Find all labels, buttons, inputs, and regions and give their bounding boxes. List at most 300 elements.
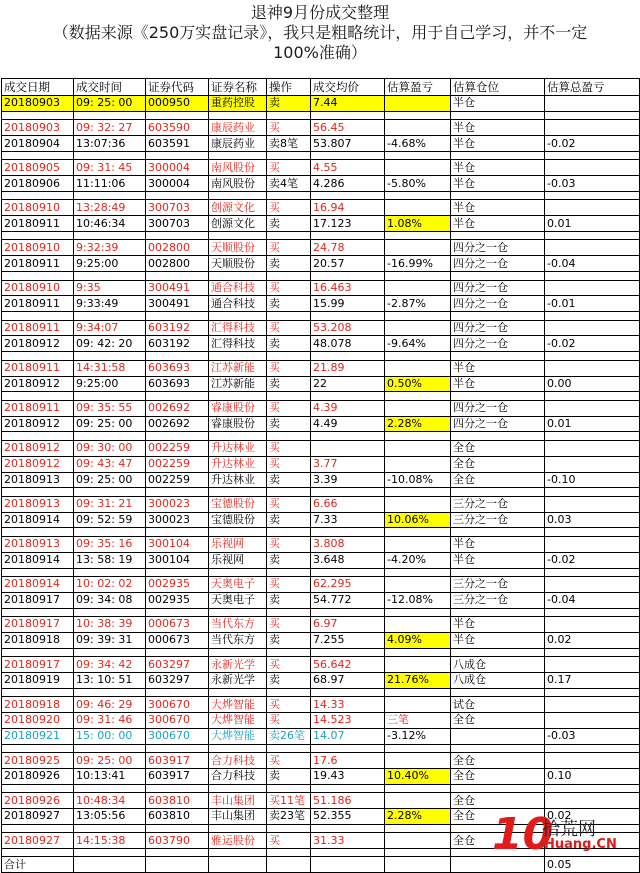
cell-action: 卖: [267, 256, 311, 272]
spacer-cell: [267, 432, 311, 440]
cell-action: 卖8笔: [267, 136, 311, 152]
cell-avg-price: 7.44: [311, 96, 385, 112]
cell-est-total-profit: [545, 657, 640, 673]
watermark-number: 10: [492, 809, 554, 860]
spacer-cell: [545, 744, 640, 752]
cell-avg-price: 15.99: [311, 296, 385, 312]
cell-action: 买11笔: [267, 793, 311, 809]
spacer-cell: [267, 312, 311, 320]
spacer-cell: [385, 488, 451, 496]
spacer-cell: [209, 432, 267, 440]
cell-stock-code: 603591: [146, 136, 209, 152]
cell-trade-time: 13:07:36: [74, 136, 146, 152]
cell-stock-code: 603917: [146, 753, 209, 769]
column-header-est-position: 估算仓位: [451, 79, 545, 96]
cell-trade-date: 20180921: [2, 728, 74, 744]
table-row: [2, 280, 640, 296]
watermark-logo: [492, 811, 630, 859]
spacer-cell: [2, 568, 74, 576]
cell-stock-code: 002259: [146, 456, 209, 472]
cell-est-profit: [385, 280, 451, 296]
cell-avg-price: 48.078: [311, 336, 385, 352]
cell-est-position: 半仓: [451, 216, 545, 232]
cell-action: 买: [267, 320, 311, 336]
column-header-avg-price: 成交均价: [311, 79, 385, 96]
spacer-cell: [311, 568, 385, 576]
cell-est-position: 三分之一仓: [451, 576, 545, 592]
cell-stock-name: 通合科技: [209, 280, 267, 296]
cell-est-profit: [385, 697, 451, 713]
spacer-cell: [209, 352, 267, 360]
spacer-cell: [267, 784, 311, 792]
cell-est-profit: 4.09%: [385, 632, 451, 648]
cell-avg-price: 56.642: [311, 657, 385, 673]
spacer-cell: [146, 849, 209, 857]
table-row: [2, 592, 640, 608]
cell-stock-name: [209, 857, 267, 873]
cell-est-total-profit: [545, 576, 640, 592]
spacer-cell: [146, 648, 209, 656]
cell-stock-code: 300703: [146, 200, 209, 216]
cell-est-position: 半仓: [451, 632, 545, 648]
spacer-cell: [74, 272, 146, 280]
cell-avg-price: 19.43: [311, 768, 385, 784]
cell-trade-date: 合计: [2, 857, 74, 873]
cell-est-profit: [385, 657, 451, 673]
table-row: [2, 456, 640, 472]
cell-action: 卖4笔: [267, 176, 311, 192]
spacer-row: [2, 192, 640, 200]
cell-stock-code: 603790: [146, 833, 209, 849]
cell-stock-name: 重药控股: [209, 96, 267, 112]
spacer-cell: [451, 784, 545, 792]
table-row: [2, 360, 640, 376]
cell-est-position: 全仓: [451, 793, 545, 809]
cell-est-total-profit: [545, 440, 640, 456]
spacer-cell: [146, 111, 209, 119]
spacer-cell: [209, 488, 267, 496]
spacer-cell: [146, 608, 209, 616]
spacer-cell: [146, 272, 209, 280]
cell-trade-time: 11:11:06: [74, 176, 146, 192]
cell-est-position: 八成仓: [451, 672, 545, 688]
cell-avg-price: [311, 440, 385, 456]
cell-est-profit: [385, 240, 451, 256]
cell-avg-price: 6.66: [311, 496, 385, 512]
cell-est-position: 四分之一仓: [451, 256, 545, 272]
spacer-cell: [146, 528, 209, 536]
spacer-cell: [2, 272, 74, 280]
watermark-cn-text: 拾荒网: [542, 819, 596, 840]
spacer-cell: [209, 824, 267, 832]
cell-trade-time: 13: 10: 51: [74, 672, 146, 688]
spacer-cell: [545, 688, 640, 696]
cell-action: [267, 857, 311, 873]
cell-est-position: 半仓: [451, 176, 545, 192]
cell-est-profit: [385, 440, 451, 456]
cell-trade-date: 20180911: [2, 400, 74, 416]
cell-est-position: [451, 728, 545, 744]
spacer-cell: [2, 392, 74, 400]
cell-est-profit: [385, 753, 451, 769]
spacer-cell: [267, 392, 311, 400]
cell-action: 卖: [267, 592, 311, 608]
spacer-cell: [209, 568, 267, 576]
cell-action: 卖: [267, 96, 311, 112]
spacer-cell: [311, 192, 385, 200]
cell-est-total-profit: -0.04: [545, 592, 640, 608]
spacer-row: [2, 688, 640, 696]
cell-trade-time: 14:15:38: [74, 833, 146, 849]
table-row: [2, 713, 640, 729]
spacer-cell: [451, 151, 545, 159]
cell-est-total-profit: [545, 240, 640, 256]
spacer-cell: [311, 849, 385, 857]
cell-est-total-profit: [545, 360, 640, 376]
cell-stock-code: 300670: [146, 728, 209, 744]
spacer-cell: [2, 849, 74, 857]
spacer-cell: [311, 352, 385, 360]
cell-stock-code: 300004: [146, 176, 209, 192]
trade-table: [1, 78, 640, 873]
cell-est-profit: [385, 320, 451, 336]
spacer-cell: [311, 272, 385, 280]
cell-action: 卖: [267, 512, 311, 528]
cell-trade-time: 09: 25: 00: [74, 753, 146, 769]
cell-avg-price: 4.39: [311, 400, 385, 416]
cell-est-total-profit: 0.01: [545, 216, 640, 232]
cell-est-total-profit: 0.02: [545, 632, 640, 648]
spacer-row: [2, 352, 640, 360]
cell-stock-name: 创源文化: [209, 200, 267, 216]
cell-trade-time: 09: 35: 55: [74, 400, 146, 416]
cell-trade-date: 20180913: [2, 536, 74, 552]
cell-trade-date: 20180912: [2, 376, 74, 392]
spacer-cell: [2, 784, 74, 792]
spacer-cell: [385, 111, 451, 119]
spacer-cell: [146, 232, 209, 240]
cell-trade-time: 10: 38: 39: [74, 617, 146, 633]
spacer-cell: [267, 608, 311, 616]
cell-stock-name: 合力科技: [209, 753, 267, 769]
spacer-cell: [451, 272, 545, 280]
cell-stock-code: 000673: [146, 632, 209, 648]
cell-est-profit: [385, 400, 451, 416]
cell-est-profit: 10.40%: [385, 768, 451, 784]
cell-est-position: 试仓: [451, 697, 545, 713]
cell-trade-date: 20180926: [2, 768, 74, 784]
spacer-cell: [451, 111, 545, 119]
cell-avg-price: 4.286: [311, 176, 385, 192]
cell-est-total-profit: 0.01: [545, 416, 640, 432]
table-row: [2, 440, 640, 456]
cell-trade-date: 20180926: [2, 793, 74, 809]
spacer-cell: [74, 528, 146, 536]
cell-avg-price: 17.123: [311, 216, 385, 232]
cell-action: 买: [267, 440, 311, 456]
cell-est-profit: 10.06%: [385, 512, 451, 528]
cell-stock-name: 乐视网: [209, 552, 267, 568]
cell-trade-time: 09: 43: 47: [74, 456, 146, 472]
cell-action: 买: [267, 576, 311, 592]
cell-stock-name: 创源文化: [209, 216, 267, 232]
cell-est-profit: [385, 833, 451, 849]
spacer-cell: [146, 824, 209, 832]
cell-stock-name: 当代东方: [209, 632, 267, 648]
cell-action: 卖: [267, 768, 311, 784]
column-header-est-total-profit: 估算总盈亏: [545, 79, 640, 96]
cell-action: 买: [267, 713, 311, 729]
cell-stock-code: 300104: [146, 536, 209, 552]
cell-stock-name: 天顺股份: [209, 256, 267, 272]
cell-trade-date: 20180917: [2, 657, 74, 673]
cell-est-position: 半仓: [451, 200, 545, 216]
cell-trade-date: 20180912: [2, 416, 74, 432]
cell-est-position: 四分之一仓: [451, 416, 545, 432]
table-row: [2, 672, 640, 688]
spacer-cell: [209, 312, 267, 320]
spacer-row: [2, 432, 640, 440]
cell-trade-time: 13:05:56: [74, 809, 146, 825]
table-row: [2, 136, 640, 152]
watermark-en-text: Huang.CN: [544, 837, 617, 852]
cell-action: 卖: [267, 376, 311, 392]
cell-trade-date: 20180919: [2, 672, 74, 688]
cell-stock-name: 丰山集团: [209, 793, 267, 809]
cell-est-profit: -3.12%: [385, 728, 451, 744]
cell-action: 卖26笔: [267, 728, 311, 744]
cell-est-position: 半仓: [451, 536, 545, 552]
cell-trade-date: 20180927: [2, 833, 74, 849]
spacer-cell: [451, 744, 545, 752]
cell-est-position: 四分之一仓: [451, 400, 545, 416]
cell-stock-code: 002800: [146, 240, 209, 256]
spacer-cell: [385, 312, 451, 320]
spacer-cell: [545, 352, 640, 360]
cell-trade-time: 09: 25: 00: [74, 472, 146, 488]
spacer-cell: [545, 151, 640, 159]
spacer-row: [2, 648, 640, 656]
spacer-cell: [385, 528, 451, 536]
cell-trade-time: 09: 42: 20: [74, 336, 146, 352]
cell-stock-name: 永新光学: [209, 672, 267, 688]
cell-est-profit: -5.80%: [385, 176, 451, 192]
cell-est-total-profit: [545, 456, 640, 472]
cell-action: 卖: [267, 336, 311, 352]
cell-trade-date: 20180911: [2, 256, 74, 272]
cell-trade-date: 20180918: [2, 632, 74, 648]
cell-trade-time: 10:13:41: [74, 768, 146, 784]
cell-stock-name: 大烨智能: [209, 697, 267, 713]
cell-est-total-profit: [545, 697, 640, 713]
spacer-cell: [2, 648, 74, 656]
cell-trade-date: 20180912: [2, 440, 74, 456]
spacer-cell: [451, 352, 545, 360]
cell-trade-date: 20180913: [2, 496, 74, 512]
cell-stock-code: 002692: [146, 416, 209, 432]
cell-est-total-profit: 0.00: [545, 376, 640, 392]
spacer-cell: [311, 488, 385, 496]
cell-est-total-profit: [545, 753, 640, 769]
cell-est-profit: 2.28%: [385, 809, 451, 825]
spacer-cell: [385, 232, 451, 240]
cell-est-total-profit: [545, 280, 640, 296]
cell-action: 卖: [267, 472, 311, 488]
cell-est-position: 八成仓: [451, 657, 545, 673]
cell-trade-time: 09: 39: 31: [74, 632, 146, 648]
cell-est-profit: 2.28%: [385, 416, 451, 432]
spacer-cell: [267, 849, 311, 857]
spacer-cell: [311, 608, 385, 616]
spacer-cell: [267, 151, 311, 159]
cell-est-profit: -4.68%: [385, 136, 451, 152]
spacer-cell: [311, 111, 385, 119]
cell-action: 买: [267, 833, 311, 849]
cell-stock-code: 300004: [146, 160, 209, 176]
spacer-cell: [451, 232, 545, 240]
table-row: [2, 336, 640, 352]
cell-avg-price: 4.49: [311, 416, 385, 432]
cell-trade-date: 20180918: [2, 697, 74, 713]
spacer-cell: [311, 688, 385, 696]
spacer-cell: [209, 849, 267, 857]
cell-stock-code: 000950: [146, 96, 209, 112]
cell-est-total-profit: [545, 713, 640, 729]
table-row: [2, 768, 640, 784]
cell-avg-price: 4.55: [311, 160, 385, 176]
column-header-trade-time: 成交时间: [74, 79, 146, 96]
cell-est-total-profit: -0.01: [545, 296, 640, 312]
cell-trade-date: 20180910: [2, 200, 74, 216]
cell-stock-name: 汇得科技: [209, 320, 267, 336]
cell-avg-price: 52.355: [311, 809, 385, 825]
spacer-cell: [545, 111, 640, 119]
spacer-row: [2, 784, 640, 792]
column-header-stock-code: 证券代码: [146, 79, 209, 96]
spacer-row: [2, 528, 640, 536]
cell-trade-date: 20180914: [2, 576, 74, 592]
cell-stock-code: 300670: [146, 697, 209, 713]
cell-avg-price: 56.45: [311, 120, 385, 136]
spacer-row: [2, 312, 640, 320]
table-row: [2, 512, 640, 528]
table-header-row: [2, 79, 640, 96]
cell-avg-price: 21.89: [311, 360, 385, 376]
cell-est-position: 四分之一仓: [451, 240, 545, 256]
cell-stock-code: 603590: [146, 120, 209, 136]
spacer-cell: [146, 151, 209, 159]
cell-est-total-profit: -0.03: [545, 728, 640, 744]
cell-stock-name: 永新光学: [209, 657, 267, 673]
cell-trade-date: 20180912: [2, 456, 74, 472]
spacer-cell: [209, 232, 267, 240]
cell-est-total-profit: -0.03: [545, 176, 640, 192]
spacer-cell: [209, 272, 267, 280]
spacer-cell: [146, 688, 209, 696]
table-row: [2, 576, 640, 592]
spacer-cell: [74, 568, 146, 576]
spacer-cell: [451, 688, 545, 696]
cell-action: 买: [267, 697, 311, 713]
spacer-cell: [311, 784, 385, 792]
spacer-row: [2, 568, 640, 576]
cell-trade-time: 14:31:58: [74, 360, 146, 376]
spacer-cell: [385, 648, 451, 656]
cell-est-position: 全仓: [451, 833, 545, 849]
cell-stock-code: 603297: [146, 657, 209, 673]
cell-est-profit: [385, 456, 451, 472]
cell-trade-time: 9:33:49: [74, 296, 146, 312]
cell-action: 卖: [267, 672, 311, 688]
spacer-cell: [545, 312, 640, 320]
cell-est-profit: -10.08%: [385, 472, 451, 488]
cell-avg-price: 7.33: [311, 512, 385, 528]
cell-stock-name: 睿康股份: [209, 400, 267, 416]
cell-stock-code: 000673: [146, 617, 209, 633]
cell-est-position: 半仓: [451, 552, 545, 568]
spacer-cell: [311, 744, 385, 752]
cell-trade-date: 20180914: [2, 552, 74, 568]
table-row: [2, 728, 640, 744]
cell-est-profit: 1.08%: [385, 216, 451, 232]
cell-est-profit: [385, 160, 451, 176]
table-row: [2, 120, 640, 136]
spacer-cell: [311, 432, 385, 440]
spacer-cell: [311, 392, 385, 400]
spacer-cell: [2, 232, 74, 240]
cell-stock-code: 300703: [146, 216, 209, 232]
cell-est-total-profit: -0.02: [545, 552, 640, 568]
spacer-cell: [385, 824, 451, 832]
spacer-row: [2, 151, 640, 159]
cell-est-position: 三分之一仓: [451, 496, 545, 512]
spacer-cell: [385, 688, 451, 696]
cell-action: 买: [267, 617, 311, 633]
cell-action: 卖: [267, 632, 311, 648]
cell-est-position: 半仓: [451, 617, 545, 633]
cell-action: 买: [267, 240, 311, 256]
cell-trade-date: 20180906: [2, 176, 74, 192]
spacer-cell: [209, 151, 267, 159]
cell-stock-code: 603810: [146, 793, 209, 809]
cell-avg-price: 53.208: [311, 320, 385, 336]
cell-stock-name: 升达林业: [209, 440, 267, 456]
spacer-cell: [311, 151, 385, 159]
spacer-cell: [385, 784, 451, 792]
cell-avg-price: 7.255: [311, 632, 385, 648]
spacer-cell: [451, 392, 545, 400]
cell-stock-name: 升达林业: [209, 472, 267, 488]
cell-trade-time: 09: 31: 45: [74, 160, 146, 176]
spacer-cell: [74, 352, 146, 360]
cell-trade-date: 20180911: [2, 216, 74, 232]
spacer-cell: [2, 312, 74, 320]
spacer-cell: [267, 568, 311, 576]
spacer-row: [2, 272, 640, 280]
spacer-row: [2, 488, 640, 496]
cell-trade-time: 09: 25: 00: [74, 416, 146, 432]
cell-stock-code: 603297: [146, 672, 209, 688]
spacer-cell: [545, 192, 640, 200]
spacer-row: [2, 608, 640, 616]
spacer-cell: [545, 648, 640, 656]
cell-stock-name: 宝德股份: [209, 496, 267, 512]
spacer-cell: [146, 568, 209, 576]
cell-action: 买: [267, 120, 311, 136]
cell-action: 买: [267, 536, 311, 552]
cell-stock-name: 大烨智能: [209, 713, 267, 729]
cell-trade-time: 09: 46: 29: [74, 697, 146, 713]
